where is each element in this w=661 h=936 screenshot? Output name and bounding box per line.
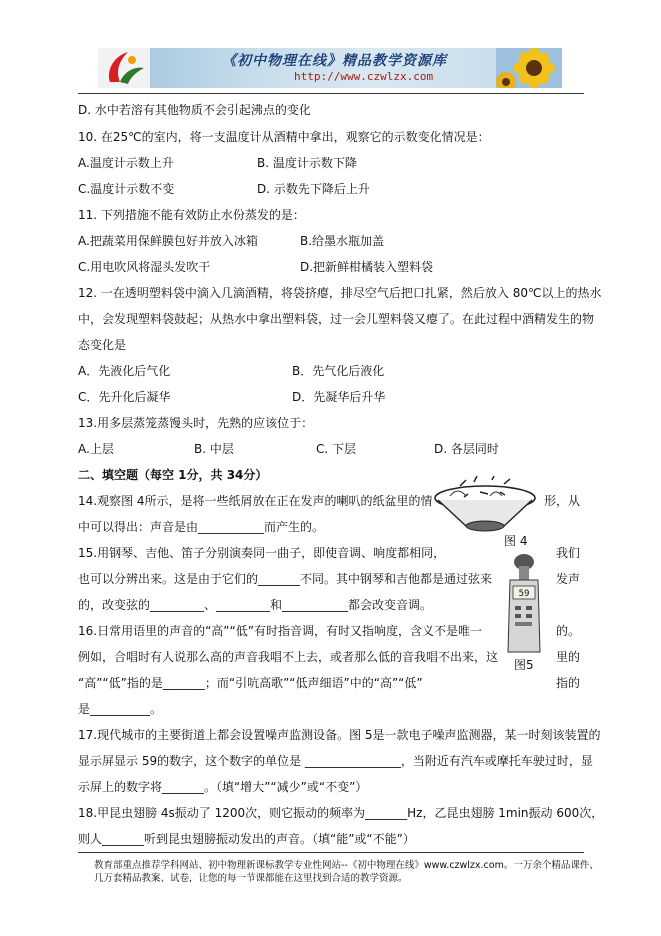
q16-stem-2: 例如，合唱时有人说那么高的声音我唱不上去，或者那么低的音我唱不出来，这 [78, 650, 499, 664]
q16-stem-1: 16.日常用语里的声音的“高”“低”有时指音调，有时又指响度，含义不是唯一 [78, 624, 482, 638]
q18-stem-2: 则人_______听到昆虫翅膀振动发出的声音。（填“能”或“不能”） [78, 832, 415, 846]
q15-stem-3: 的，改变弦的_________、_________和___________都会改变音调。 [78, 598, 433, 612]
footer-line-2: 几万套精品教案、试卷，让您的每一节课都能在这里找到合适的教学资源。 [94, 873, 408, 884]
q10-option-b: B. 温度计示数下降 [257, 156, 357, 170]
q17-stem-1: 17.现代城市的主要街道上都会设置噪声监测设备。图 5是一款电子噪声监测器，某一时刻该装置的 [78, 728, 601, 742]
q10-stem: 10. 在25℃的室内，将一支温度计从酒精中拿出，观察它的示数变化情况是： [78, 130, 490, 144]
q11-option-b: B.给墨水瓶加盖 [300, 234, 385, 248]
q10-option-d: D. 示数先下降后上升 [257, 182, 370, 196]
q16-stem-1-tail: 的。 [556, 624, 581, 638]
section-heading-fill-in: 二、填空题（每空 1分，共 34分） [78, 468, 268, 482]
q12-option-c: C．先升化后凝华 [78, 390, 171, 404]
q12-stem-2: 中，会发现塑料袋鼓起；从热水中拿出塑料袋，过一会儿塑料袋又瘪了。在此过程中酒精发生的物 [78, 312, 595, 326]
q13-option-b: B. 中层 [194, 442, 234, 456]
footer-line-1: 教育部重点推荐学科网站、初中物理新课标教学专业性网站--《初中物理在线》www.czwlzx.com。一万余个精品课件、 [94, 860, 599, 871]
q14-stem-1: 14.观察图 4所示，是将一些纸屑放在正在发声的喇叭的纸盆里的情 [78, 494, 433, 508]
noise-meter-figure-icon [502, 552, 544, 656]
q11-option-a: A.把蔬菜用保鲜膜包好并放入冰箱 [78, 234, 258, 248]
q9-option-d: D. 水中若溶有其他物质不会引起沸点的变化 [78, 103, 311, 117]
header-banner [98, 48, 562, 88]
noise-meter-reading: 59 [518, 589, 530, 599]
site-logo-icon [98, 48, 150, 88]
q15-stem-1-tail: 我们 [556, 546, 581, 560]
q12-option-b: B．先气化后液化 [292, 364, 385, 378]
q14-stem-1-tail: 形，从 [544, 494, 581, 508]
q13-option-c: C. 下层 [316, 442, 357, 456]
q11-option-c: C.用电吹风将湿头发吹干 [78, 260, 211, 274]
q12-option-d: D．先凝华后升华 [292, 390, 386, 404]
banner-url[interactable]: http://www.czwlzx.com [294, 70, 434, 83]
q14-stem-2: 中可以得出：声音是由___________而产生的。 [78, 520, 325, 534]
q10-option-c: C.温度计示数不变 [78, 182, 175, 196]
figure-5-label: 图5 [514, 658, 534, 672]
q12-option-a: A．先液化后气化 [78, 364, 171, 378]
q17-stem-2: 显示屏显示 59的数字，这个数字的单位是 ________________，当附近有汽车或摩托车驶过时，显 [78, 754, 593, 768]
q11-stem: 11. 下列措施不能有效防止水份蒸发的是： [78, 208, 305, 222]
figure-4-label: 图 4 [504, 534, 528, 548]
q16-stem-3-tail: 指的 [556, 676, 581, 690]
q16-stem-3: “高”“低”指的是_______；而“引吭高歌”“低声细语”中的“高”“低” [78, 676, 423, 690]
q16-stem-4: 是__________。 [78, 702, 163, 716]
q13-option-d: D. 各层同时 [434, 442, 499, 456]
speaker-figure-icon [430, 476, 540, 534]
q15-stem-1: 15.用钢琴、吉他、笛子分别演奏同一曲子，即使音调、响度都相同， [78, 546, 446, 560]
q11-option-d: D.把新鲜柑橘装入塑料袋 [300, 260, 434, 274]
q15-stem-2-tail: 发声 [556, 572, 581, 586]
q18-stem-1: 18.甲昆虫翅膀 4s振动了 1200次，则它振动的频率为_______Hz，乙昆虫翅膀 1min振动 600次， [78, 806, 604, 820]
footer-rule [78, 852, 584, 853]
q13-stem: 13.用多层蒸笼蒸馒头时，先熟的应该位于： [78, 416, 314, 430]
banner-title: 《初中物理在线》精品教学资源库 [222, 53, 447, 69]
q16-stem-2-tail: 里的 [556, 650, 581, 664]
q12-stem-1: 12. 一在透明塑料袋中滴入几滴酒精，将袋挤瘪，排尽空气后把口扎紧，然后放入 80℃以上的热水 [78, 286, 602, 300]
header-rule [78, 93, 584, 94]
q15-stem-2: 也可以分辨出来。这是由于它们的_______不同。其中钢琴和吉他都是通过弦来 [78, 572, 493, 586]
sunflower-icon [496, 48, 562, 88]
q10-option-a: A.温度计示数上升 [78, 156, 174, 170]
q13-option-a: A.上层 [78, 442, 114, 456]
q17-stem-3: 示屏上的数字将_______。（填“增大”“减少”或“不变”） [78, 780, 368, 794]
q12-stem-3: 态变化是 [78, 338, 127, 352]
